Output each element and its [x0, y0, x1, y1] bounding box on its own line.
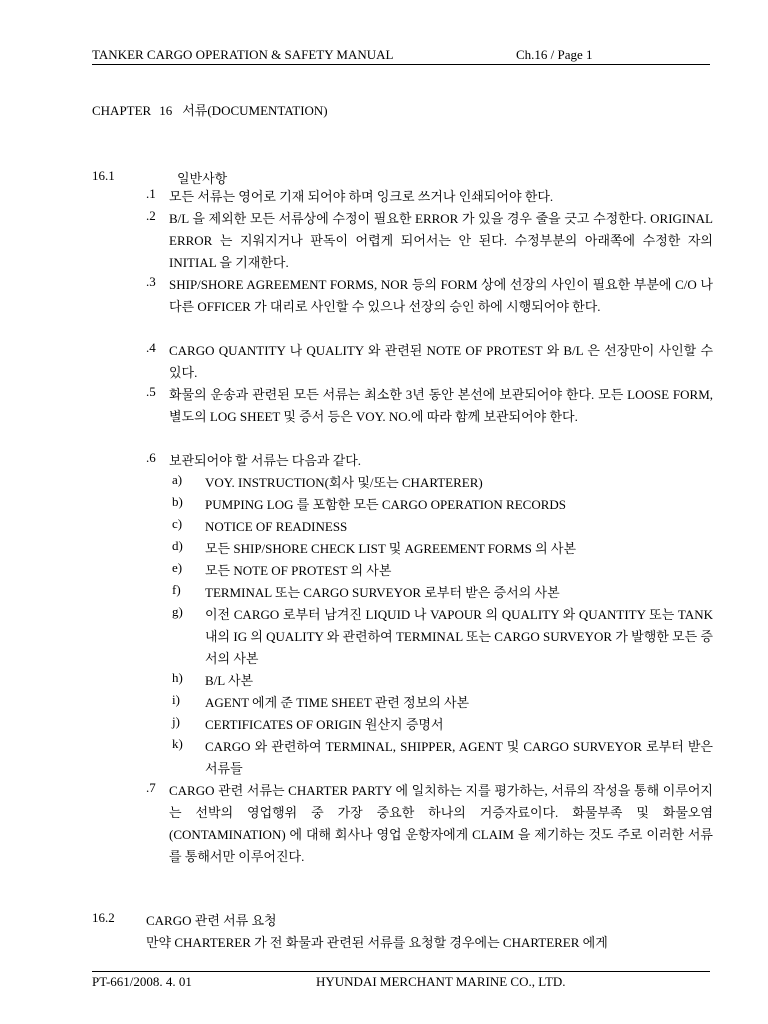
item-number: .4 — [146, 340, 156, 355]
item-number: .2 — [146, 208, 156, 223]
sub-item-letter: c) — [172, 516, 183, 531]
chapter-label: CHAPTER — [92, 103, 152, 118]
sub-item: VOY. INSTRUCTION(회사 및/또는 CHARTERER) — [205, 475, 483, 490]
section-number: 16.1 — [92, 168, 115, 183]
document-reference: PT-661/2008. 4. 01 — [92, 974, 192, 989]
section-number: 16.2 — [92, 910, 115, 925]
manual-title: TANKER CARGO OPERATION & SAFETY MANUAL — [92, 47, 394, 62]
item-number: .5 — [146, 384, 156, 399]
sub-item: 모든 SHIP/SHORE CHECK LIST 및 AGREEMENT FORMS 의 사본 — [205, 541, 577, 556]
sub-item: CARGO 와 관련하여 TERMINAL, SHIPPER, AGENT 및 CARGO SURVEYOR 로부터 받은 서류들 — [205, 739, 713, 776]
chapter-number: 16 — [159, 103, 173, 118]
list-item: CARGO QUANTITY 나 QUALITY 와 관련된 NOTE OF PROTEST 와 B/L 은 선장만이 사인할 수 있다. — [169, 343, 713, 380]
sub-item: NOTICE OF READINESS — [205, 519, 348, 534]
section-title: 일반사항 — [177, 171, 228, 186]
item-number: .3 — [146, 274, 156, 289]
item-number: .7 — [146, 780, 156, 795]
sub-item-letter: e) — [172, 560, 183, 575]
list-item: 보관되어야 할 서류는 다음과 같다. — [169, 453, 362, 468]
sub-item: CERTIFICATES OF ORIGIN 원산지 증명서 — [205, 717, 444, 732]
list-item: SHIP/SHORE AGREEMENT FORMS, NOR 등의 FORM 상에 선장의 사인이 필요한 부분에 C/O 나 다른 OFFICER 가 대리로 사인할 수 있으나 선장의 승인 하에 시행되어야 한다. — [169, 277, 713, 314]
page-reference: Ch.16 / Page 1 — [516, 47, 593, 62]
list-item: 화물의 운송과 관련된 모든 서류는 최소한 3년 동안 본선에 보관되어야 한다. 모든 LOOSE FORM, 별도의 LOG SHEET 및 증서 등은 VOY. NO.에 따라 함께 보관되어야 한다. — [169, 387, 713, 424]
footer-divider — [92, 971, 710, 972]
sub-item-letter: i) — [172, 692, 180, 707]
header-divider — [92, 64, 710, 65]
list-item: CARGO 관련 서류는 CHARTER PARTY 에 일치하는 지를 평가하는, 서류의 작성을 통해 이루어지는 선박의 영업행위 중 가장 중요한 하나의 거증자료이다. 화물부족 및 화물오염(CONTAMINATION) 에 대해 회사나 영업 운항자에게 CLAIM 을 제기하는 것도 주로 이러한 서류를 통해서만 이루어진다. — [169, 783, 713, 864]
item-number: .1 — [146, 186, 156, 201]
sub-item: PUMPING LOG 를 포함한 모든 CARGO OPERATION RECORDS — [205, 497, 567, 512]
sub-item-letter: j) — [172, 714, 180, 729]
sub-item-letter: b) — [172, 494, 183, 509]
chapter-heading — [92, 100, 328, 119]
section-title: CARGO 관련 서류 요청 — [146, 913, 277, 928]
sub-item-letter: f) — [172, 582, 181, 597]
sub-item-letter: h) — [172, 670, 183, 685]
sub-item: AGENT 에게 준 TIME SHEET 관련 정보의 사본 — [205, 695, 470, 710]
sub-item: TERMINAL 또는 CARGO SURVEYOR 로부터 받은 증서의 사본 — [205, 585, 560, 600]
list-item: B/L 을 제외한 모든 서류상에 수정이 필요한 ERROR 가 있을 경우 줄을 긋고 수정한다. ORIGINAL ERROR 는 지워지거나 판독이 어렵게 되어서는 안 된다. 수정부분의 아래쪽에 수정한 자의 INITIAL 을 기재한다. — [169, 211, 713, 270]
sub-item-letter: a) — [172, 472, 183, 487]
company-name: HYUNDAI MERCHANT MARINE CO., LTD. — [316, 974, 566, 989]
sub-item-letter: k) — [172, 736, 183, 751]
sub-item-letter: d) — [172, 538, 183, 553]
sub-item: B/L 사본 — [205, 673, 254, 688]
sub-item: 모든 NOTE OF PROTEST 의 사본 — [205, 563, 392, 578]
item-number: .6 — [146, 450, 156, 465]
chapter-title: 서류(DOCUMENTATION) — [182, 103, 328, 118]
list-item: 모든 서류는 영어로 기재 되어야 하며 잉크로 쓰거나 인쇄되어야 한다. — [169, 189, 554, 204]
sub-item: 이전 CARGO 로부터 남겨진 LIQUID 나 VAPOUR 의 QUALITY 와 QUANTITY 또는 TANK 내의 IG 의 QUALITY 와 관련하여 TERMINAL 또는 CARGO SURVEYOR 가 발행한 모든 증서의 사본 — [205, 607, 713, 666]
sub-item-letter: g) — [172, 604, 183, 619]
section-body-text: 만약 CHARTERER 가 전 화물과 관련된 서류를 요청할 경우에는 CHARTERER 에게 — [146, 935, 608, 950]
